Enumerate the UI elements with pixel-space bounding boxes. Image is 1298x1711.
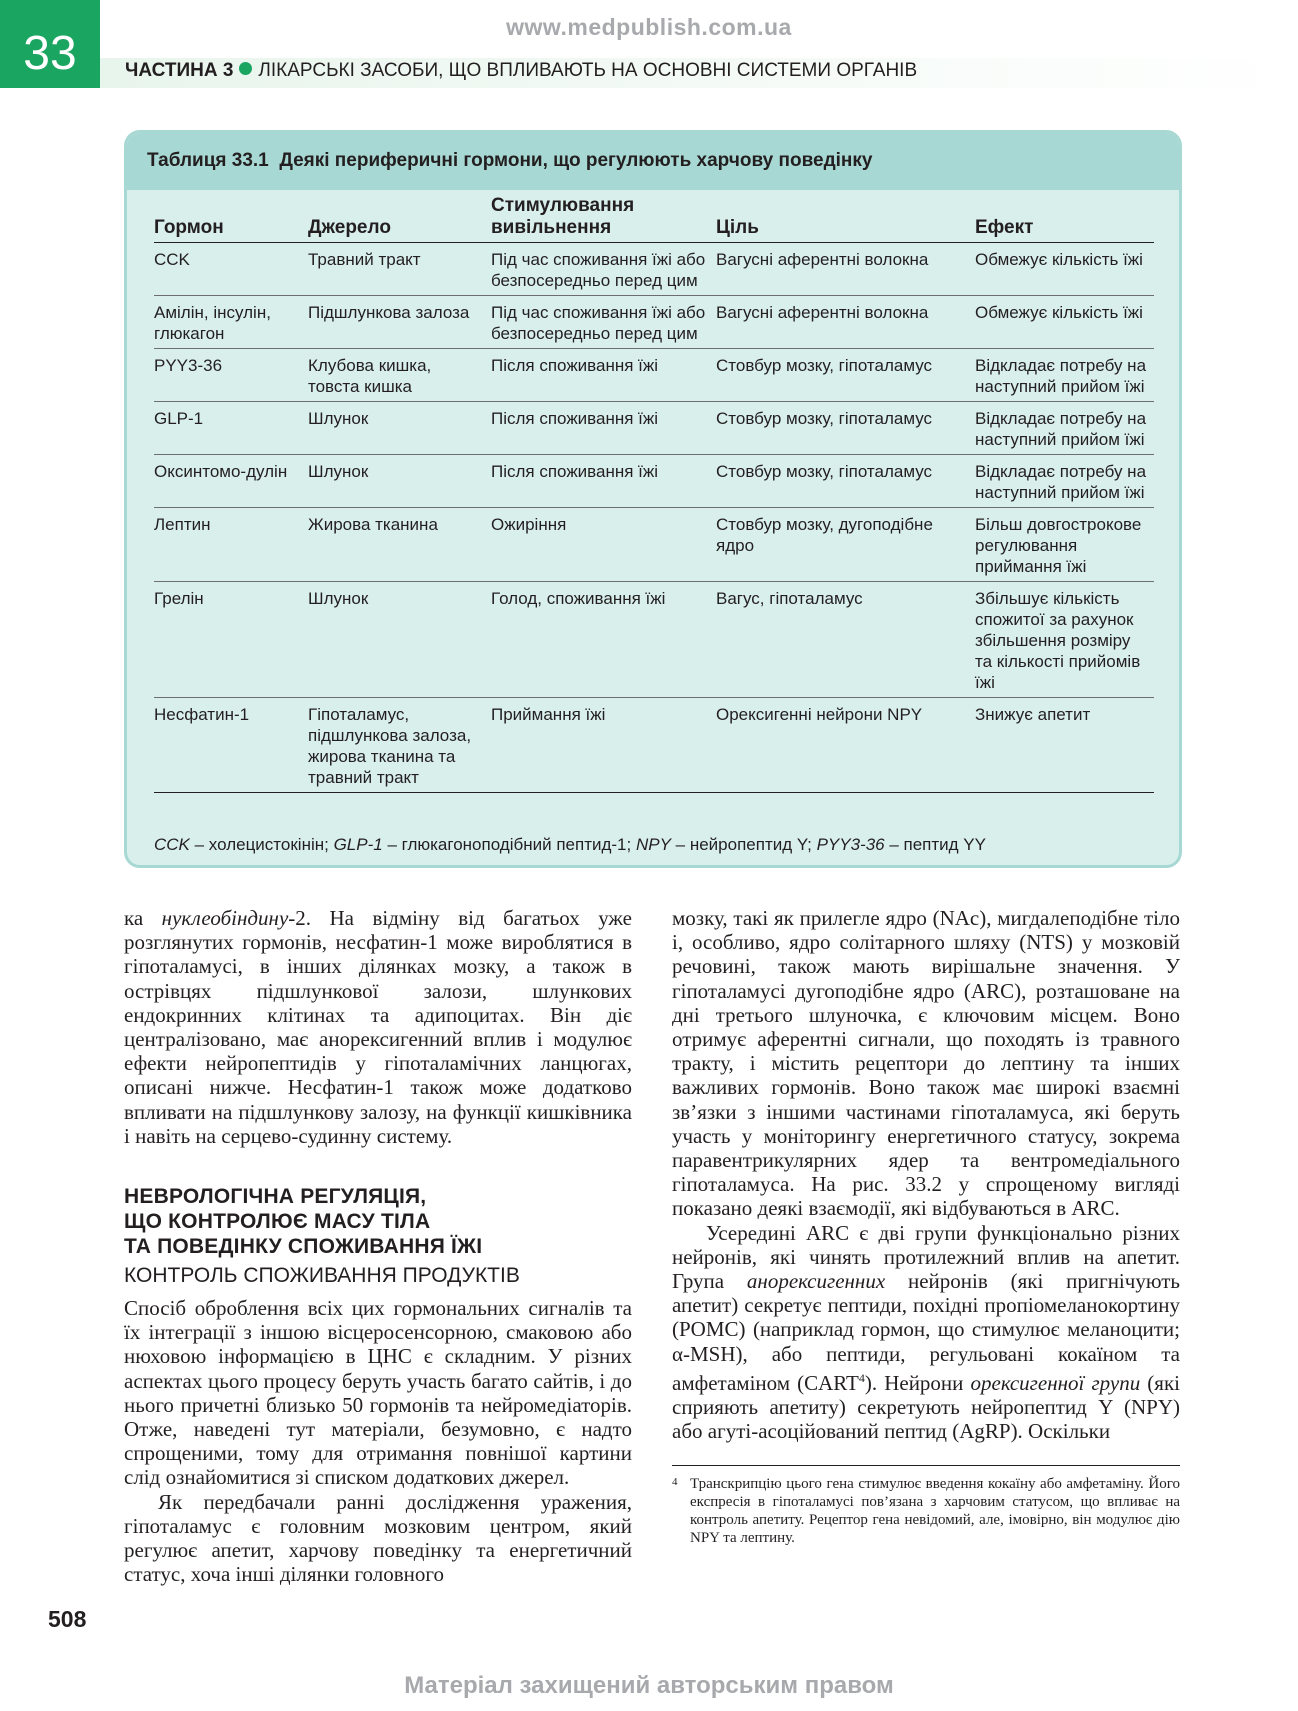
section-heading [124, 1184, 632, 1259]
italic-term: нуклеобіндину [161, 906, 289, 930]
footnote-text: Транскрипцію цього гена стимулює введення кокаїну або амфетаміну. Його експресія в гіпоталамусі пов’язана з харчовим статусом, що впливає на контроль апетиту. Рецептор гена невідомий, але, імовірно, він модулює дію NPY та лептину. [690, 1476, 1180, 1547]
abbr-term: GLP-1 [333, 835, 383, 854]
footnote-mark: 4 [672, 1476, 678, 1489]
paragraph: Як передбачали ранні дослідження уражения, гіпоталамус є головним мозковим центром, який регулює апетит, харчову поведінку та енергетичний статус, хоча інші ділянки головного [124, 1489, 632, 1587]
cell-effect: Обмежує кількість їжі [975, 243, 1154, 296]
copyright-watermark: Матеріал захищений авторським правом [404, 1672, 894, 1699]
cell-source: Гіпоталамус, підшлункова залоза, жирова тканина та травний тракт [308, 698, 491, 793]
section-heading-line: ЩО КОНТРОЛЮЄ МАСУ ТІЛА [124, 1210, 431, 1234]
cell-stimulus: Приймання їжі [491, 698, 716, 793]
paragraph [672, 1221, 1180, 1444]
paragraph: мозку, такі як прилегле ядро (NAc), мигдалеподібне тіло і, особливо, ядро солітарного шляху (NTS) у мозковій речовині, також мають вирішальне значення. У гіпоталамусі дугоподібне ядро (ARC), розташоване на дні третього шлуночка, є ключовим місцем. Воно отримує аферентні сигнали, що походять із травного тракту, і містить рецептори до лептину та інших важливих гормонів. Воно також має широкі взаємні зв’язки з іншими частинами гіпоталамуса, які беруть участь у моніторингу енергетичного статусу, зокрема паравентрикулярних ядер та вентромедіального гіпоталамуса. На рис. 33.2 у спрощеному вигляді показано деякі взаємодії, які відбуваються в ARC. [672, 906, 1180, 1221]
subsection-heading: КОНТРОЛЬ СПОЖИВАННЯ ПРОДУКТІВ [124, 1264, 520, 1288]
footnote-ref: 4 [858, 1370, 865, 1385]
cell-hormone: PYY3-36 [154, 349, 308, 402]
abbr-term: NPY [635, 835, 671, 854]
header-hormone: Гормон [154, 195, 308, 243]
cell-target: Стовбур мозку, гіпоталамус [716, 402, 975, 455]
cell-stimulus: Голод, споживання їжі [491, 582, 716, 698]
abbr-term: CCK [154, 835, 190, 854]
running-head-part: ЧАСТИНА 3 [125, 60, 234, 81]
abbr-term: PYY3-36 [816, 835, 885, 854]
cell-source: Шлунок [308, 455, 491, 508]
cell-target: Вагусні аферентні волокна [716, 243, 975, 296]
right-column [672, 906, 1180, 1547]
table-row [154, 698, 1154, 793]
cell-effect: Відкладає потребу на наступний прийом їжі [975, 349, 1154, 402]
table-caption-title: Деякі периферичні гормони, що регулюють харчову поведінку [279, 150, 873, 171]
running-head [125, 60, 917, 82]
abbr-definition: – нейропептид Y; [670, 835, 817, 854]
hormones-table [154, 195, 1154, 793]
table-caption [127, 133, 1179, 190]
table-abbreviations-note [154, 835, 986, 855]
cell-effect: Більш довгострокове регулювання приймання їжі [975, 508, 1154, 582]
cell-target: Стовбур мозку, гіпоталамус [716, 349, 975, 402]
cell-hormone: Несфатин-1 [154, 698, 308, 793]
table-header-row [154, 195, 1154, 243]
header-source: Джерело [308, 195, 491, 243]
bullet-dot-icon [239, 62, 252, 75]
cell-hormone: Амілін, інсулін, глюкагон [154, 296, 308, 349]
table-row [154, 243, 1154, 296]
table-row [154, 508, 1154, 582]
cell-source: Шлунок [308, 582, 491, 698]
text-run: нейронів (які пригнічують апетит) секретує пептиди, похідні пропіомеланокортину (POMC) (наприклад гормон, що стимулює меланоцити; α-MSH), або пептиди, регульовані кокаїном та амфетаміном (CART [672, 1269, 1180, 1395]
cell-source: Шлунок [308, 402, 491, 455]
abbr-definition: – пептид YY [884, 835, 986, 854]
table-33-1 [124, 130, 1182, 868]
cell-target: Орексигенні нейрони NPY [716, 698, 975, 793]
cell-target: Вагусні аферентні волокна [716, 296, 975, 349]
cell-target: Вагус, гіпоталамус [716, 582, 975, 698]
table-row [154, 455, 1154, 508]
cell-stimulus: Після споживання їжі [491, 402, 716, 455]
chapter-tab [0, 0, 100, 88]
cell-hormone: GLP-1 [154, 402, 308, 455]
header-release-stimulus: Стимулювання вивільнення [491, 195, 716, 243]
cell-hormone: Оксинтомо-дулін [154, 455, 308, 508]
cell-target: Стовбур мозку, гіпоталамус [716, 455, 975, 508]
abbr-definition: – глюкагоноподібний пептид-1; [382, 835, 636, 854]
text-run: -2. На відміну від багатьох уже розглянутих гормонів, несфатин-1 може вироблятися в гіпоталамусі, в інших ділянках мозку, а також в острівцях підшлункової залози, шлункових ендокринних клітинах та адипоцитах. Він діє централізовано, має анорексигенний вплив і модулює ефекти нейропептидів у гіпоталамічних ланцюгах, описані нижче. Несфатин-1 також може додатково впливати на підшлункову залозу, на функції кишківника і навіть на серцево-судинну систему. [124, 906, 632, 1148]
paragraph [124, 906, 632, 1148]
cell-stimulus: Під час споживання їжі або безпосередньо перед цим [491, 296, 716, 349]
table-row [154, 402, 1154, 455]
cell-source: Підшлункова залоза [308, 296, 491, 349]
text-run: Усередині ARC є дві групи функціонально різних нейронів, які чинять протилежний вплив на апетит. Група [672, 1220, 1180, 1294]
cell-stimulus: Під час споживання їжі або безпосередньо перед цим [491, 243, 716, 296]
table-row [154, 296, 1154, 349]
footnote [672, 1475, 1180, 1547]
cell-source: Травний тракт [308, 243, 491, 296]
cell-stimulus: Ожиріння [491, 508, 716, 582]
site-url: www.medpublish.com.ua [506, 14, 792, 40]
header-target: Ціль [716, 195, 975, 243]
cell-effect: Знижує апетит [975, 698, 1154, 793]
cell-effect: Обмежує кількість їжі [975, 296, 1154, 349]
footnote-divider [672, 1465, 1180, 1466]
cell-source: Жирова тканина [308, 508, 491, 582]
cell-source: Клубова кишка, товста кишка [308, 349, 491, 402]
table-row [154, 582, 1154, 698]
cell-effect: Відкладає потребу на наступний прийом їжі [975, 455, 1154, 508]
page-number: 508 [48, 1606, 87, 1632]
cell-stimulus: Після споживання їжі [491, 455, 716, 508]
abbr-definition: – холецистокінін; [189, 835, 334, 854]
left-column [124, 906, 632, 1586]
cell-effect: Відкладає потребу на наступний прийом їжі [975, 402, 1154, 455]
cell-hormone: Грелін [154, 582, 308, 698]
cell-target: Стовбур мозку, дугоподібне ядро [716, 508, 975, 582]
text-run: ка [124, 906, 162, 930]
italic-term: анорексигенних [746, 1269, 886, 1294]
section-heading-line: НЕВРОЛОГІЧНА РЕГУЛЯЦІЯ, [124, 1185, 427, 1209]
text-run: (які сприяють апетиту) секретують нейропептид Y (NPY) або агуті-асоційований пептид (AgRP). Оскільки [672, 1370, 1180, 1444]
cell-hormone: CCK [154, 243, 308, 296]
cell-stimulus: Після споживання їжі [491, 349, 716, 402]
table-row [154, 349, 1154, 402]
cell-hormone: Лептин [154, 508, 308, 582]
chapter-number: 33 [23, 27, 77, 80]
paragraph: Спосіб оброблення всіх цих гормональних сигналів та їх інтеграції з іншою вісцеросенсорною, смаковою або нюховою інформацією в ЦНС є складним. У різних аспектах цього процесу беруть участь багато сайтів, і до нього причетні близько 50 гормонів та нейромедіаторів. Отже, наведені тут матеріали, безумовно, є надто спрощеними, тому для отримання повнішої картини слід ознайомитися зі списком додаткових джерел. [124, 1296, 632, 1490]
text-run: ). Нейрони [864, 1370, 971, 1395]
section-heading-line: ТА ПОВЕДІНКУ СПОЖИВАННЯ ЇЖІ [124, 1235, 483, 1259]
running-head-title: ЛІКАРСЬКІ ЗАСОБИ, ЩО ВПЛИВАЮТЬ НА ОСНОВНІ СИСТЕМИ ОРГАНІВ [258, 60, 918, 81]
table-caption-number: Таблиця 33.1 [147, 150, 269, 171]
italic-term: орексигенної групи [970, 1370, 1141, 1395]
cell-effect: Збільшує кількість спожитої за рахунок збільшення розміру та кількості прийомів їжі [975, 582, 1154, 698]
header-effect: Ефект [975, 195, 1154, 243]
